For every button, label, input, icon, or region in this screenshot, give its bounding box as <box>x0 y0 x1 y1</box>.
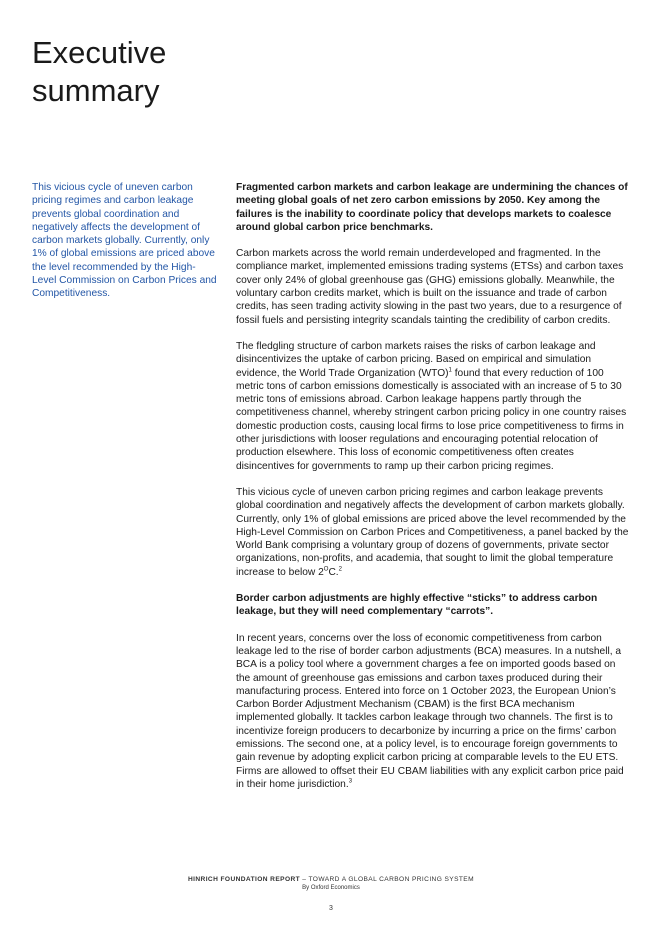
paragraph-bca <box>236 632 631 792</box>
paragraph-text: In recent years, concerns over the loss of economic competitiveness from carbon leakage led to the rise of border carbon adjustments (BCA) measures. In a nutshell, a BCA is a policy tool where a government charges a fee on imported goods based on the amount of greenhouse gas emissions and carbon taxes produced during their manufacturing process. Entered into force on 1 October 2023, the European Union’s Carbon Border Adjustment Mechanism (CBAM) is the first BCA mechanism implemented globally. It tackles carbon leakage through two channels. The first is to incentivize foreign producers to decarbonize by incurring a price on the firms’ carbon emissions. The second one, at a policy level, is to encourage foreign governments to gain revenue by adopting explicit carbon pricing at comparable levels to the EU ETS. Firms are allowed to offset their EU CBAM liabilities with any explicit carbon price paid in their home jurisdiction. <box>236 632 624 790</box>
paragraph-text: The fledgling structure of carbon markets raises the risks of carbon leakage and disincentivizes the uptake of carbon pricing. Based on empirical and simulation evidence, the World Trade Organization (WTO) <box>236 340 596 379</box>
footer-byline: By Oxford Economics <box>302 885 360 891</box>
page-title-line-2: summary <box>32 73 160 108</box>
page-footer <box>0 875 662 893</box>
footer-brand: HINRICH FOUNDATION REPORT <box>187 876 301 883</box>
paragraph-text: This vicious cycle of uneven carbon pricing regimes and carbon leakage prevents global coordination and negatively affects the development of carbon markets globally. Currently, only 1% of global emissions are priced above the level recommended by the High-Level Commission on Carbon Prices and Competitiveness, a panel backed by the World Bank comprising a voluntary group of dozens of governments, private sector organizations, non-profits, and academia, that sought to limit the global temperature increase to below 2 <box>236 486 629 578</box>
sub-heading: Border carbon adjustments are highly effective “sticks” to address carbon leakage, but they will need complementary “carrots”. <box>236 593 598 618</box>
paragraph-text: found that every reduction of 100 metric tons of carbon emissions domestically is associated with an increase of 5 to 30 metric tons of emissions abroad. Carbon leakage happens partly through the competitiveness channel, whereby stringent carbon pricing policy in one country raises domestic production costs, causing local firms to lose price competitiveness to firms in other jurisdictions with looser regulations and encouraging potential relocation of production elsewhere. This loss of economic competitiveness often creates disincentives for governments to ramp up their carbon pricing regimes. <box>236 367 627 472</box>
lead-paragraph: Fragmented carbon markets and carbon leakage are undermining the chances of meeting global goals of net zero carbon emissions by 2050. Key among the failures is the inability to coordinate policy that develops markets to coalesce around global carbon price benchmarks. <box>236 182 628 233</box>
page-number: 3 <box>329 905 333 912</box>
paragraph-vicious-cycle <box>236 486 631 579</box>
paragraph-carbon-markets: Carbon markets across the world remain underdeveloped and fragmented. In the compliance market, implemented emissions trading systems (ETSs) and carbon taxes cover only 24% of global greenhouse gas (GHG) emissions globally. Meanwhile, the voluntary carbon credits market, which is built on the issuance and trade of carbon credits, has seen trading activity slowing in the past two years, due to a resurgence of fossil fuels and persisting integrity scandals tainting the credibility of carbon credits. <box>236 248 624 326</box>
paragraph-carbon-leakage <box>236 340 631 473</box>
footnote-ref-3[interactable]: 3 <box>348 778 353 785</box>
footer-report-title <box>0 875 662 884</box>
footer-separator: – <box>300 876 309 883</box>
paragraph-text: C. <box>328 566 339 578</box>
degree-symbol: O <box>323 566 329 573</box>
footer-subtitle: TOWARD A GLOBAL CARBON PRICING SYSTEM <box>308 876 474 883</box>
footnote-ref-2[interactable]: 2 <box>338 566 342 573</box>
page-title-line-1: Executive <box>32 35 167 70</box>
pull-quote: This vicious cycle of uneven carbon pricing regimes and carbon leakage prevents global coordination and negatively affects the development of carbon markets globally. Currently, only 1% of global emissions are priced above the level recommended by the High-Level Commission on Carbon Prices and Competitiveness. <box>32 182 217 300</box>
footnote-ref-1[interactable]: 1 <box>448 367 452 374</box>
body-text <box>236 181 631 804</box>
page-title <box>32 34 332 110</box>
